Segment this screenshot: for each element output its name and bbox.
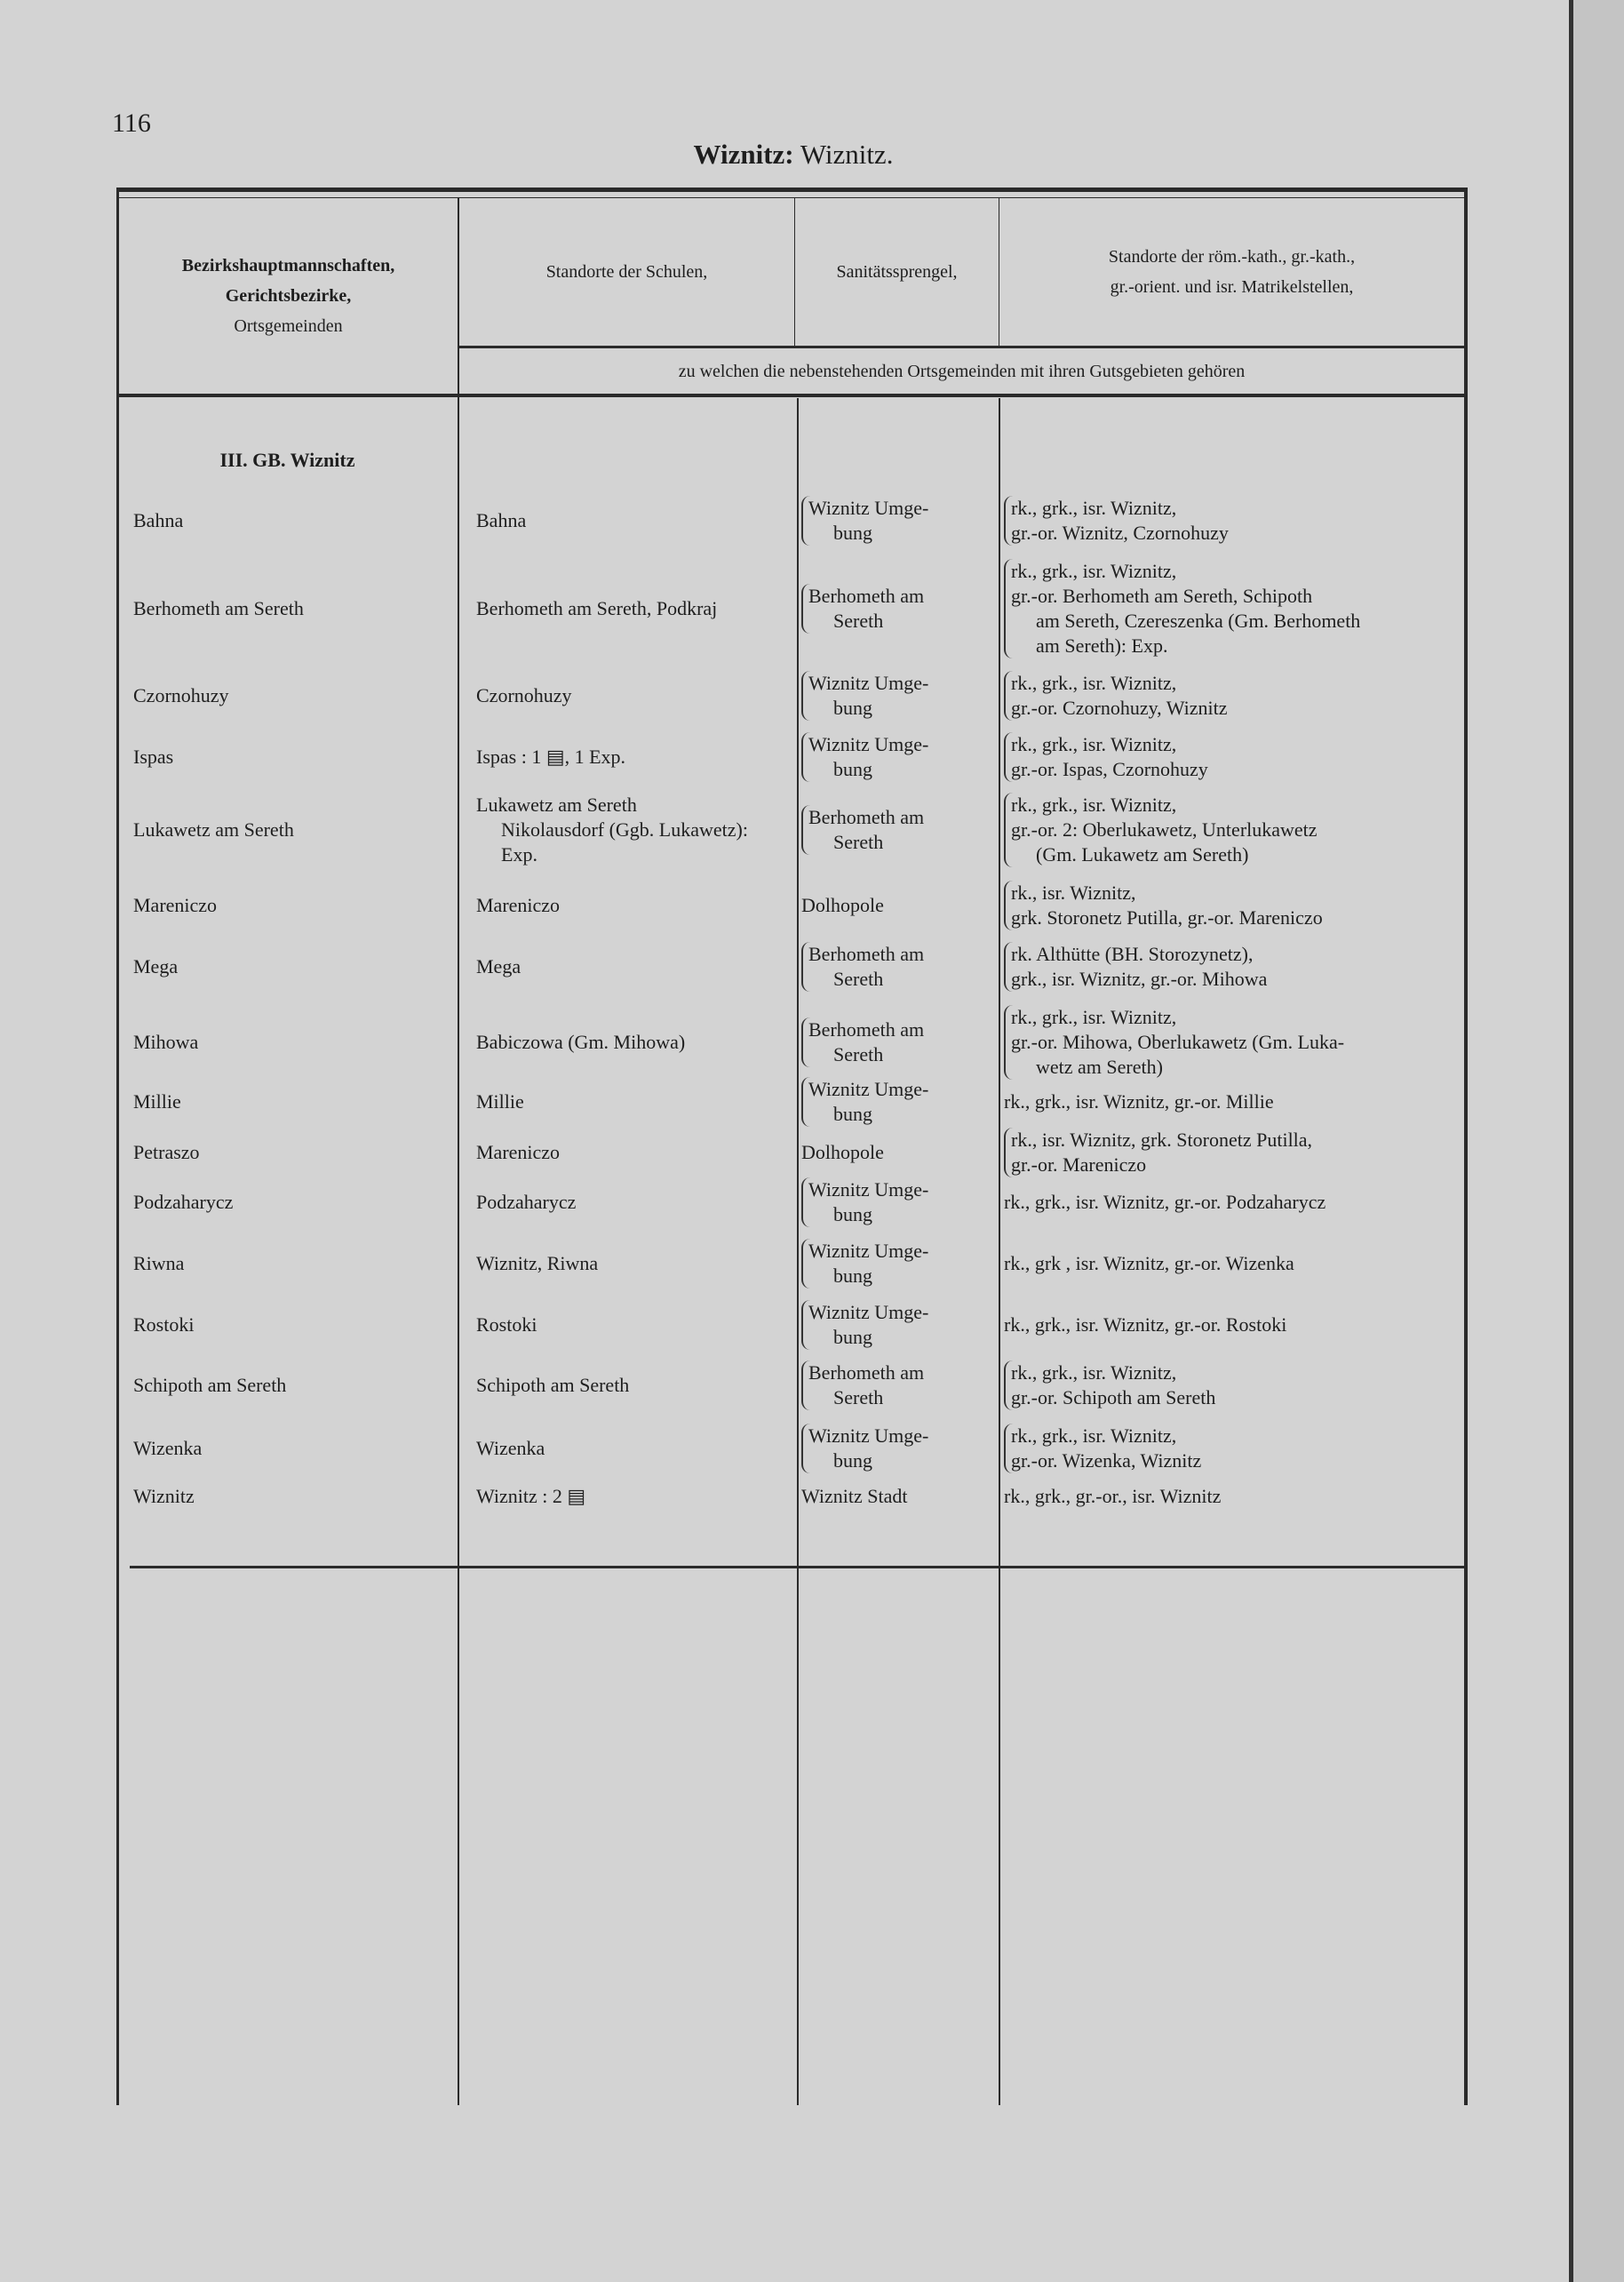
cell-line: Wiznitz Umge- — [808, 1301, 929, 1323]
ortsgemeinde-name: Mihowa — [133, 1031, 199, 1053]
ortsgemeinde-name: Schipoth am Sereth — [133, 1374, 287, 1396]
cell-line: rk., grk , isr. Wiznitz, gr.-or. Wizenka — [1004, 1252, 1294, 1274]
cell-line: bung — [833, 1103, 872, 1125]
header-subheader — [459, 348, 1464, 394]
sanitary-cell — [801, 496, 928, 546]
cell-line: grk., isr. Wiznitz, gr.-or. Mihowa — [1011, 968, 1268, 990]
sanitary-cell — [801, 893, 884, 918]
header-col-sanitaet — [795, 197, 999, 346]
table-top-rule — [116, 188, 1468, 192]
sanitary-cell — [801, 1484, 907, 1509]
body-end-rule — [130, 1566, 1466, 1568]
cell-line: gr.-or. Berhometh am Sereth, Schipoth — [1011, 585, 1313, 607]
cell-line: rk., grk., isr. Wiznitz, — [1011, 1361, 1177, 1384]
sanitary-cell — [801, 1239, 928, 1289]
cell-line: Berhometh am — [808, 943, 925, 965]
sanitary-cell — [801, 805, 924, 855]
cell-line: Wiznitz Umge- — [808, 733, 929, 755]
cell-line: Dolhopole — [801, 894, 884, 916]
cell-line: Bahna — [476, 509, 527, 531]
sanitary-cell — [801, 1360, 924, 1410]
cell-line: Wiznitz Umge- — [808, 1240, 929, 1262]
school-cell — [476, 1251, 598, 1276]
cell-line: rk., grk., isr. Wiznitz, gr.-or. Millie — [1004, 1090, 1274, 1113]
cell-line: Berhometh am Sereth, Podkraj — [476, 597, 718, 619]
cell-line: Mega — [476, 955, 521, 977]
sanitary-cell — [801, 1140, 884, 1165]
col-divider-2 — [797, 398, 799, 2105]
school-cell — [476, 1436, 545, 1461]
cell-line: Wiznitz Umge- — [808, 1424, 929, 1447]
ortsgemeinde-name: Mareniczo — [133, 894, 218, 916]
ortsgemeinde-name: Riwna — [133, 1252, 185, 1274]
cell-line: gr.-or. Wiznitz, Czornohuzy — [1011, 522, 1229, 544]
cell-line: Wiznitz Umge- — [808, 672, 929, 694]
ortsgemeinde-name: Lukawetz am Sereth — [133, 818, 294, 841]
ortsgemeinde-name: Ispas — [133, 746, 174, 768]
matrikel-cell — [1004, 1251, 1294, 1276]
matrikel-cell — [1004, 1128, 1312, 1177]
ortsgemeinde-name: Bahna — [133, 509, 184, 531]
cell-line: Ispas : 1 ▤, 1 Exp. — [476, 746, 626, 768]
matrikel-cell — [1004, 559, 1360, 658]
cell-line: Mareniczo — [476, 1141, 561, 1163]
sanitary-cell — [801, 1424, 928, 1473]
cell-line: Wiznitz Umge- — [808, 1078, 929, 1100]
sanitary-cell — [801, 584, 924, 634]
header-col-schulen — [459, 197, 794, 346]
page-edge — [1569, 0, 1573, 2282]
header-line: Standorte der röm.-kath., gr.-kath., — [1108, 246, 1356, 267]
cell-line: Lukawetz am Sereth — [476, 794, 637, 816]
cell-line: Sereth — [833, 968, 884, 990]
cell-line: rk., grk., isr. Wiznitz, — [1011, 733, 1177, 755]
header-line: gr.-orient. und isr. Matrikelstellen, — [1110, 276, 1354, 297]
matrikel-cell — [1004, 1190, 1325, 1215]
ortsgemeinde-name: Berhometh am Sereth — [133, 597, 304, 619]
matrikel-cell — [1004, 1089, 1274, 1114]
ortsgemeinde-name: Millie — [133, 1090, 181, 1113]
cell-line: Millie — [476, 1090, 524, 1113]
cell-line: wetz am Sereth) — [1036, 1056, 1163, 1078]
school-cell — [476, 893, 560, 918]
table-right-border — [1464, 188, 1468, 2105]
cell-line: bung — [833, 1265, 872, 1287]
sanitary-cell — [801, 732, 928, 782]
cell-line: gr.-or. Mihowa, Oberlukawetz (Gm. Luka- — [1011, 1031, 1345, 1053]
cell-line: gr.-or. 2: Oberlukawetz, Unterlukawetz — [1011, 818, 1318, 841]
cell-line: Nikolausdorf (Ggb. Lukawetz): — [501, 818, 748, 841]
cell-line: Exp. — [501, 843, 537, 866]
ortsgemeinde-name: Czornohuzy — [133, 684, 229, 706]
col-divider-1 — [458, 197, 459, 2105]
matrikel-cell — [1004, 942, 1267, 992]
cell-line: Wiznitz : 2 ▤ — [476, 1485, 586, 1507]
title-bold: Wiznitz: — [693, 139, 794, 170]
school-cell — [476, 1484, 585, 1509]
sanitary-cell — [801, 1077, 928, 1127]
school-cell — [476, 954, 521, 979]
matrikel-cell — [1004, 881, 1323, 930]
cell-line: rk. Althütte (BH. Storozynetz), — [1011, 943, 1254, 965]
cell-line: Berhometh am — [808, 1018, 925, 1041]
matrikel-cell — [1004, 1484, 1221, 1509]
cell-line: rk., grk., isr. Wiznitz, — [1011, 1006, 1177, 1028]
page-number: 116 — [112, 108, 151, 138]
ortsgemeinde-name: Mega — [133, 955, 179, 977]
section-heading — [116, 449, 458, 472]
cell-line: Babiczowa (Gm. Mihowa) — [476, 1031, 686, 1053]
matrikel-cell — [1004, 1424, 1201, 1473]
cell-line: Sereth — [833, 610, 884, 632]
sanitary-cell — [801, 1300, 928, 1350]
section-label: III. GB. Wiznitz — [219, 449, 355, 471]
school-cell — [476, 1089, 524, 1114]
matrikel-cell — [1004, 1313, 1286, 1337]
cell-line: grk. Storonetz Putilla, gr.-or. Mareniczo — [1011, 906, 1323, 929]
header-col-matrikel — [999, 197, 1464, 346]
cell-line: Sereth — [833, 831, 884, 853]
cell-line: Wiznitz, Riwna — [476, 1252, 599, 1274]
cell-line: Czornohuzy — [476, 684, 572, 706]
sanitary-cell — [801, 671, 928, 721]
header-line: Standorte der Schulen, — [545, 261, 708, 282]
header-line: Sanitätssprengel, — [836, 261, 958, 282]
cell-line: Schipoth am Sereth — [476, 1374, 630, 1396]
school-cell — [476, 1190, 576, 1215]
school-cell — [476, 1140, 560, 1165]
header-col-ortsgemeinden — [119, 197, 458, 394]
school-cell — [476, 1030, 685, 1055]
cell-line: Mareniczo — [476, 894, 561, 916]
cell-line: Berhometh am — [808, 1361, 925, 1384]
cell-line: bung — [833, 1203, 872, 1225]
cell-line: Wiznitz Umge- — [808, 497, 929, 519]
col-divider-3 — [999, 398, 1000, 2105]
cell-line: (Gm. Lukawetz am Sereth) — [1036, 843, 1249, 866]
matrikel-cell — [1004, 1005, 1344, 1080]
school-cell — [476, 793, 748, 867]
cell-line: Wizenka — [476, 1437, 545, 1459]
cell-line: gr.-or. Ispas, Czornohuzy — [1011, 758, 1208, 780]
page-edge-shadow — [1573, 0, 1624, 2282]
header-line: Bezirkshauptmannschaften, — [181, 255, 395, 275]
title-rest: Wiznitz. — [793, 139, 894, 170]
cell-line: rk., grk., gr.-or., isr. Wiznitz — [1004, 1485, 1222, 1507]
header-line: zu welchen die nebenstehenden Ortsgemeinden mit ihren Gutsgebieten gehören — [678, 361, 1246, 381]
table-left-border — [116, 188, 119, 2105]
sanitary-cell — [801, 942, 924, 992]
cell-line: Dolhopole — [801, 1141, 884, 1163]
cell-line: Berhometh am — [808, 585, 925, 607]
cell-line: gr.-or. Wizenka, Wiznitz — [1011, 1449, 1202, 1472]
cell-line: rk., grk., isr. Wiznitz, — [1011, 497, 1177, 519]
cell-line: bung — [833, 758, 872, 780]
cell-line: am Sereth): Exp. — [1036, 634, 1168, 657]
school-cell — [476, 1313, 537, 1337]
school-cell — [476, 1373, 629, 1398]
matrikel-cell — [1004, 496, 1229, 546]
cell-line: rk., grk., isr. Wiznitz, — [1011, 672, 1177, 694]
cell-line: Wiznitz Umge- — [808, 1178, 929, 1201]
cell-line: Podzaharycz — [476, 1191, 577, 1213]
cell-line: gr.-or. Schipoth am Sereth — [1011, 1386, 1216, 1408]
school-cell — [476, 745, 625, 770]
cell-line: rk., grk., isr. Wiznitz, — [1011, 560, 1177, 582]
cell-line: rk., isr. Wiznitz, — [1011, 882, 1136, 904]
header-line: Ortsgemeinden — [234, 315, 343, 336]
cell-line: rk., isr. Wiznitz, grk. Storonetz Putilla, — [1011, 1129, 1313, 1151]
ortsgemeinde-name: Petraszo — [133, 1141, 200, 1163]
header-bottom-rule — [116, 394, 1468, 397]
cell-line: bung — [833, 1326, 872, 1348]
sanitary-cell — [801, 1177, 928, 1227]
page-title — [0, 139, 1587, 171]
cell-line: Sereth — [833, 1386, 884, 1408]
school-cell — [476, 508, 526, 533]
matrikel-cell — [1004, 732, 1208, 782]
cell-line: rk., grk., isr. Wiznitz, — [1011, 1424, 1177, 1447]
school-cell — [476, 683, 572, 708]
school-cell — [476, 596, 717, 621]
ortsgemeinde-name: Rostoki — [133, 1313, 195, 1336]
matrikel-cell — [1004, 793, 1318, 867]
ortsgemeinde-name: Podzaharycz — [133, 1191, 234, 1213]
cell-line: rk., grk., isr. Wiznitz, gr.-or. Podzaharycz — [1004, 1191, 1326, 1213]
cell-line: Rostoki — [476, 1313, 537, 1336]
cell-line: Berhometh am — [808, 806, 925, 828]
matrikel-cell — [1004, 671, 1228, 721]
sanitary-cell — [801, 1017, 924, 1067]
cell-line: am Sereth, Czereszenka (Gm. Berhometh — [1036, 610, 1361, 632]
cell-line: rk., grk., isr. Wiznitz, gr.-or. Rostoki — [1004, 1313, 1287, 1336]
cell-line: Wiznitz Stadt — [801, 1485, 908, 1507]
cell-line: rk., grk., isr. Wiznitz, — [1011, 794, 1177, 816]
ortsgemeinde-name: Wiznitz — [133, 1485, 195, 1507]
cell-line: gr.-or. Mareniczo — [1011, 1153, 1147, 1176]
cell-line: bung — [833, 1449, 872, 1472]
header-line: Gerichtsbezirke, — [225, 285, 352, 306]
ortsgemeinde-name: Wizenka — [133, 1437, 203, 1459]
cell-line: Sereth — [833, 1043, 884, 1065]
matrikel-cell — [1004, 1360, 1215, 1410]
cell-line: bung — [833, 522, 872, 544]
cell-line: gr.-or. Czornohuzy, Wiznitz — [1011, 697, 1228, 719]
cell-line: bung — [833, 697, 872, 719]
